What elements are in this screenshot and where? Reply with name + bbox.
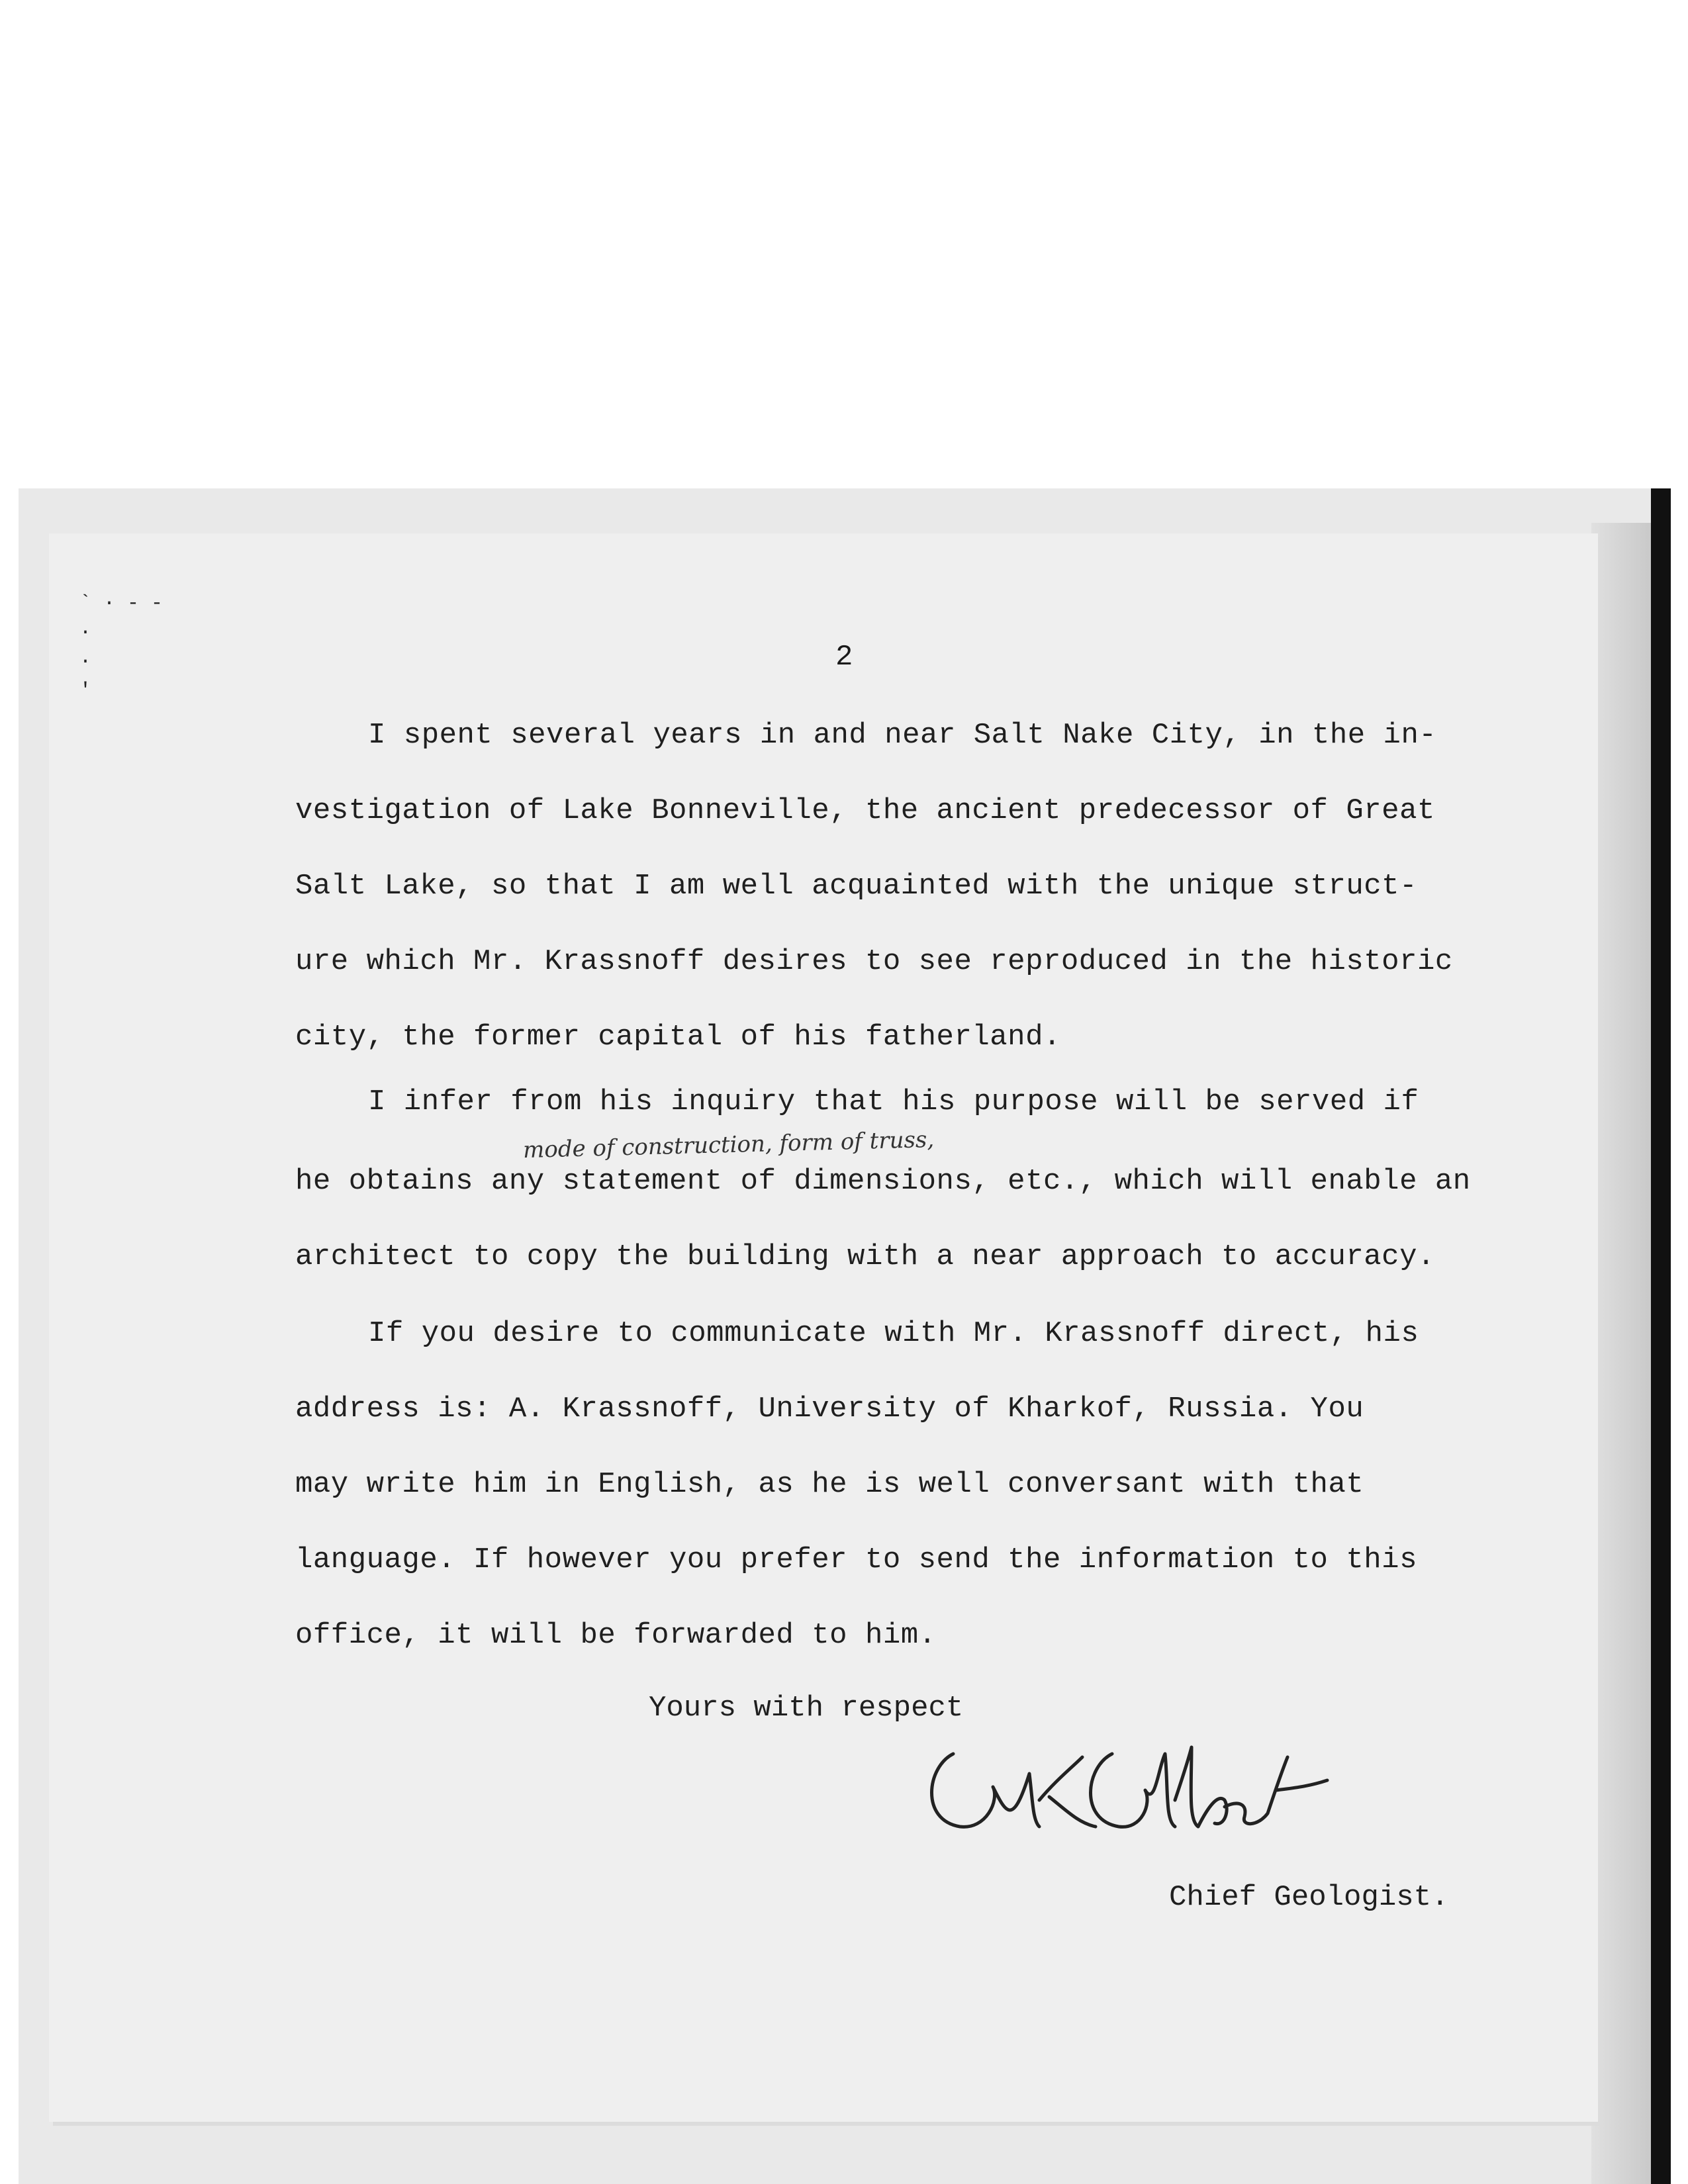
body-line-11: may write him in English, as he is well conversant with that	[295, 1468, 1364, 1501]
body-line-3: Salt Lake, so that I am well acquainted with the unique struct-	[295, 870, 1417, 903]
closing-line: Yours with respect	[649, 1692, 964, 1725]
body-line-7: he obtains any statement of dimensions, etc., which will enable an	[295, 1165, 1471, 1198]
signature	[914, 1727, 1337, 1860]
body-line-8: architect to copy the building with a near approach to accuracy.	[295, 1240, 1435, 1273]
page-edge-shadow	[1591, 523, 1651, 2184]
body-line-9: If you desire to communicate with Mr. Krassnoff direct, his	[368, 1317, 1419, 1350]
body-line-1: I spent several years in and near Salt Nake City, in the in-	[368, 719, 1437, 752]
signer-title: Chief Geologist.	[1169, 1881, 1449, 1914]
body-line-5: city, the former capital of his fatherland.	[295, 1021, 1061, 1054]
body-line-6: I infer from his inquiry that his purpose will be served if	[368, 1085, 1419, 1118]
body-line-4: ure which Mr. Krassnoff desires to see reproduced in the historic	[295, 945, 1453, 978]
scanner-dark-edge	[1651, 488, 1671, 2184]
body-line-2: vestigation of Lake Bonneville, the ancient predecessor of Great	[295, 794, 1435, 827]
body-line-12: language. If however you prefer to send the information to this	[295, 1543, 1417, 1576]
body-line-10: address is: A. Krassnoff, University of Kharkof, Russia. You	[295, 1392, 1364, 1426]
page-number: 2	[835, 641, 853, 674]
body-line-13: office, it will be forwarded to him.	[295, 1619, 937, 1652]
handwritten-insertion: mode of construction, form of truss,	[522, 1126, 935, 1164]
margin-marks: ` · - - · · '	[79, 592, 164, 702]
